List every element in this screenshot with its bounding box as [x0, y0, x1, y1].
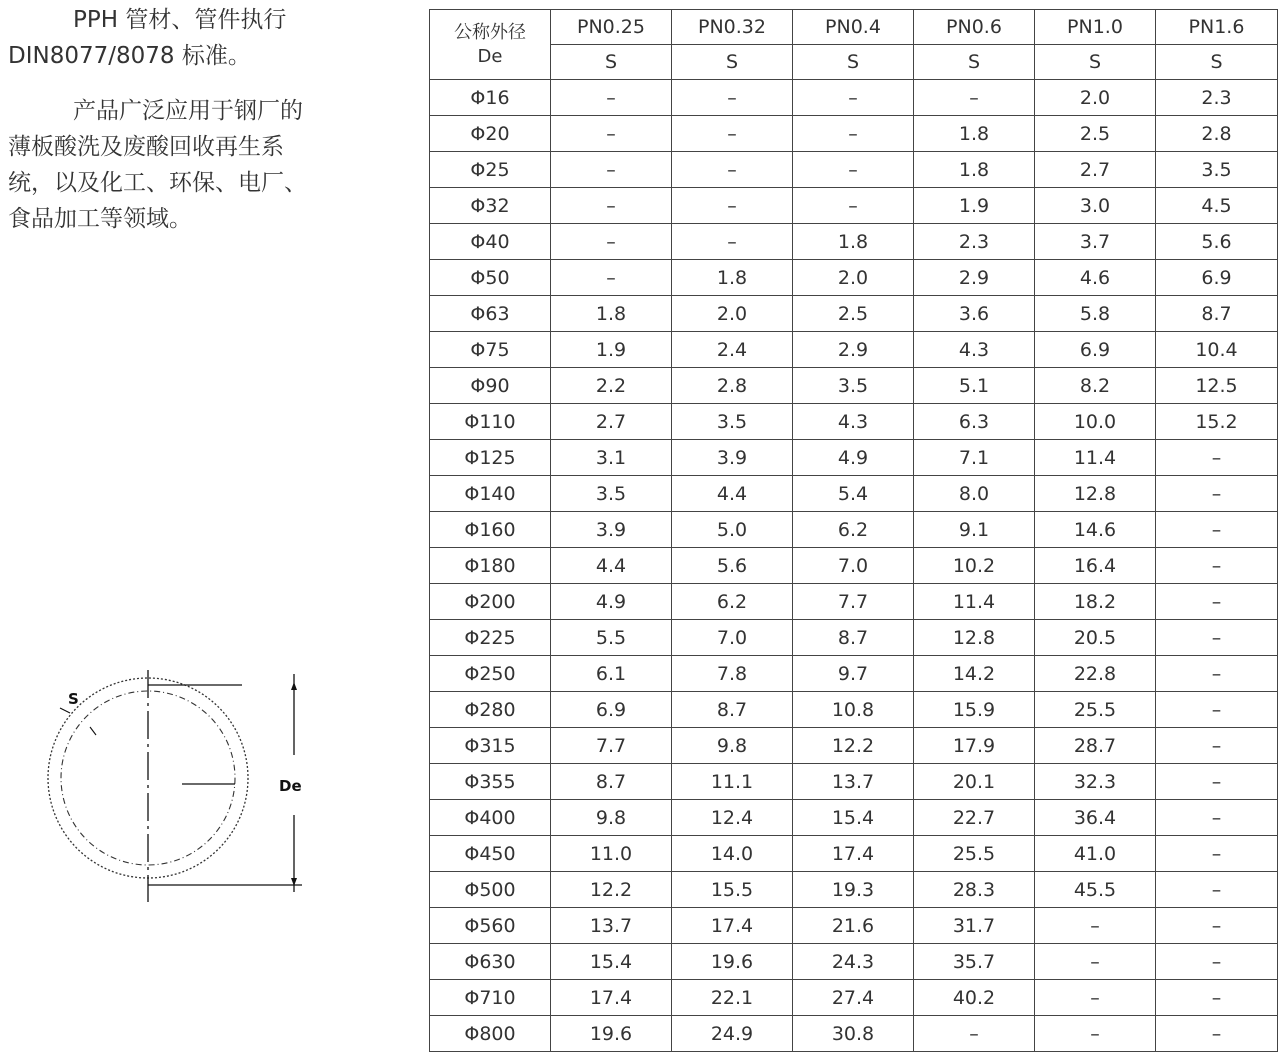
header-pressure-class: PN0.32 — [672, 10, 793, 45]
wall-thickness-cell: 7.0 — [793, 548, 914, 584]
header-pressure-class: PN0.4 — [793, 10, 914, 45]
wall-thickness-cell: 17.9 — [914, 728, 1035, 764]
wall-thickness-cell: 11.1 — [672, 764, 793, 800]
wall-thickness-cell: 24.9 — [672, 1016, 793, 1052]
wall-thickness-cell: 5.4 — [793, 476, 914, 512]
diameter-cell: Φ40 — [430, 224, 551, 260]
wall-thickness-cell: 28.3 — [914, 872, 1035, 908]
wall-thickness-cell: – — [551, 260, 672, 296]
wall-thickness-cell: 6.1 — [551, 656, 672, 692]
wall-thickness-cell: 2.8 — [1156, 116, 1278, 152]
wall-thickness-cell: 13.7 — [793, 764, 914, 800]
table-row — [430, 1016, 1278, 1052]
intro-paragraph-applications-cont — [8, 129, 368, 237]
table-row — [430, 728, 1278, 764]
wall-thickness-cell: – — [793, 152, 914, 188]
wall-thickness-cell: 15.4 — [551, 944, 672, 980]
wall-thickness-cell: 7.7 — [551, 728, 672, 764]
table-row — [430, 404, 1278, 440]
wall-thickness-cell: 8.7 — [1156, 296, 1278, 332]
wall-thickness-cell: – — [1035, 980, 1156, 1016]
wall-thickness-cell: 1.8 — [914, 152, 1035, 188]
wall-thickness-cell: 11.4 — [914, 584, 1035, 620]
header-wall-thickness: S — [672, 45, 793, 80]
header-nominal-diameter — [430, 10, 551, 80]
wall-thickness-cell: – — [1156, 908, 1278, 944]
wall-thickness-cell: 5.6 — [672, 548, 793, 584]
wall-thickness-cell: 4.9 — [551, 584, 672, 620]
wall-thickness-cell: 8.7 — [672, 692, 793, 728]
wall-thickness-cell: 36.4 — [1035, 800, 1156, 836]
wall-thickness-cell: 5.6 — [1156, 224, 1278, 260]
table-row — [430, 260, 1278, 296]
diameter-cell: Φ800 — [430, 1016, 551, 1052]
wall-thickness-cell: – — [1156, 728, 1278, 764]
wall-thickness-cell: 2.4 — [672, 332, 793, 368]
wall-thickness-cell: 12.2 — [793, 728, 914, 764]
wall-thickness-cell: – — [672, 80, 793, 116]
diameter-cell: Φ710 — [430, 980, 551, 1016]
wall-thickness-cell: 15.5 — [672, 872, 793, 908]
wall-thickness-cell: 10.8 — [793, 692, 914, 728]
diameter-cell: Φ280 — [430, 692, 551, 728]
wall-thickness-cell: 3.5 — [672, 404, 793, 440]
wall-thickness-cell: – — [672, 188, 793, 224]
header-nominal-diameter-unit: De — [477, 45, 503, 67]
wall-thickness-cell: 17.4 — [672, 908, 793, 944]
wall-thickness-cell: 31.7 — [914, 908, 1035, 944]
wall-thickness-cell: – — [1156, 440, 1278, 476]
diameter-cell: Φ63 — [430, 296, 551, 332]
wall-thickness-cell: – — [1156, 980, 1278, 1016]
wall-thickness-cell: 3.6 — [914, 296, 1035, 332]
wall-thickness-cell: 8.2 — [1035, 368, 1156, 404]
wall-thickness-cell: 3.5 — [551, 476, 672, 512]
wall-thickness-cell: 15.2 — [1156, 404, 1278, 440]
table-row — [430, 980, 1278, 1016]
wall-thickness-cell: 2.5 — [793, 296, 914, 332]
wall-thickness-cell: 35.7 — [914, 944, 1035, 980]
diameter-cell: Φ450 — [430, 836, 551, 872]
wall-thickness-cell: – — [1156, 584, 1278, 620]
wall-thickness-label: S — [68, 690, 79, 708]
header-wall-thickness: S — [1035, 45, 1156, 80]
header-pressure-class: PN1.6 — [1156, 10, 1278, 45]
wall-thickness-cell: 12.8 — [914, 620, 1035, 656]
wall-thickness-cell: – — [914, 1016, 1035, 1052]
wall-thickness-cell: 20.1 — [914, 764, 1035, 800]
intro-paragraph-applications — [8, 93, 368, 129]
wall-thickness-cell: 27.4 — [793, 980, 914, 1016]
wall-thickness-cell: 2.0 — [1035, 80, 1156, 116]
diameter-cell: Φ355 — [430, 764, 551, 800]
header-wall-thickness: S — [793, 45, 914, 80]
diameter-cell: Φ16 — [430, 80, 551, 116]
diameter-cell: Φ50 — [430, 260, 551, 296]
wall-thickness-cell: 9.1 — [914, 512, 1035, 548]
wall-thickness-cell: 4.4 — [672, 476, 793, 512]
wall-thickness-cell: 17.4 — [551, 980, 672, 1016]
wall-thickness-cell: 3.7 — [1035, 224, 1156, 260]
table-row — [430, 764, 1278, 800]
wall-thickness-cell: 8.7 — [551, 764, 672, 800]
wall-thickness-cell: – — [793, 188, 914, 224]
wall-thickness-cell: – — [1156, 1016, 1278, 1052]
wall-thickness-cell: 4.9 — [793, 440, 914, 476]
wall-thickness-arrow — [90, 727, 96, 735]
header-nominal-diameter-label: 公称外径 — [454, 21, 526, 43]
wall-thickness-cell: 4.3 — [793, 404, 914, 440]
wall-thickness-cell: – — [1156, 800, 1278, 836]
intro-line: 产品广泛应用于钢厂的 — [73, 98, 303, 124]
wall-thickness-cell: – — [1156, 512, 1278, 548]
wall-thickness-cell: 6.2 — [672, 584, 793, 620]
wall-thickness-cell: 14.2 — [914, 656, 1035, 692]
header-wall-thickness: S — [1156, 45, 1278, 80]
table-row — [430, 620, 1278, 656]
diameter-cell: Φ315 — [430, 728, 551, 764]
wall-thickness-cell: 25.5 — [1035, 692, 1156, 728]
diameter-cell: Φ20 — [430, 116, 551, 152]
wall-thickness-cell: 22.7 — [914, 800, 1035, 836]
wall-thickness-cell: – — [793, 80, 914, 116]
wall-thickness-cell: 21.6 — [793, 908, 914, 944]
wall-thickness-cell: 4.6 — [1035, 260, 1156, 296]
diameter-cell: Φ400 — [430, 800, 551, 836]
wall-thickness-cell: 3.1 — [551, 440, 672, 476]
wall-thickness-cell: 1.8 — [672, 260, 793, 296]
wall-thickness-cell: – — [672, 224, 793, 260]
table-row — [430, 332, 1278, 368]
wall-thickness-cell: 5.5 — [551, 620, 672, 656]
wall-thickness-cell: – — [1035, 908, 1156, 944]
wall-thickness-cell: 9.8 — [672, 728, 793, 764]
wall-thickness-cell: 4.3 — [914, 332, 1035, 368]
wall-thickness-cell: – — [793, 116, 914, 152]
wall-thickness-cell: – — [1035, 1016, 1156, 1052]
diameter-cell: Φ200 — [430, 584, 551, 620]
table-subheader-row — [430, 45, 1278, 80]
wall-thickness-cell: – — [1156, 944, 1278, 980]
intro-paragraph-standard — [8, 2, 368, 38]
header-wall-thickness: S — [914, 45, 1035, 80]
table-row — [430, 692, 1278, 728]
table-row — [430, 368, 1278, 404]
wall-thickness-cell: 4.4 — [551, 548, 672, 584]
wall-thickness-cell: 30.8 — [793, 1016, 914, 1052]
diameter-cell: Φ250 — [430, 656, 551, 692]
wall-thickness-table — [429, 9, 1278, 1052]
diameter-cell: Φ75 — [430, 332, 551, 368]
wall-thickness-cell: 2.0 — [672, 296, 793, 332]
wall-thickness-cell: 1.8 — [793, 224, 914, 260]
wall-thickness-cell: 3.0 — [1035, 188, 1156, 224]
wall-thickness-cell: 6.9 — [1156, 260, 1278, 296]
table-row — [430, 440, 1278, 476]
intro-line: DIN8077/8078 标准。 — [8, 43, 251, 69]
wall-thickness-cell: 20.5 — [1035, 620, 1156, 656]
table-row — [430, 800, 1278, 836]
wall-thickness-cell: – — [551, 80, 672, 116]
wall-thickness-cell: – — [1156, 836, 1278, 872]
wall-thickness-cell: 17.4 — [793, 836, 914, 872]
wall-thickness-cell: – — [1156, 548, 1278, 584]
diameter-cell: Φ560 — [430, 908, 551, 944]
table-row — [430, 908, 1278, 944]
wall-thickness-cell: 6.2 — [793, 512, 914, 548]
header-pressure-class: PN1.0 — [1035, 10, 1156, 45]
wall-thickness-cell: 5.0 — [672, 512, 793, 548]
table-row — [430, 512, 1278, 548]
wall-thickness-cell: 3.5 — [1156, 152, 1278, 188]
wall-thickness-cell: – — [672, 152, 793, 188]
header-wall-thickness: S — [551, 45, 672, 80]
intro-line: PPH 管材、管件执行 — [73, 7, 287, 33]
wall-thickness-cell: 2.8 — [672, 368, 793, 404]
wall-thickness-cell: 6.9 — [551, 692, 672, 728]
diameter-cell: Φ630 — [430, 944, 551, 980]
wall-thickness-cell: 32.3 — [1035, 764, 1156, 800]
table-row — [430, 188, 1278, 224]
wall-thickness-cell: – — [1156, 476, 1278, 512]
wall-thickness-cell: 45.5 — [1035, 872, 1156, 908]
wall-thickness-cell: 1.8 — [551, 296, 672, 332]
table-row — [430, 80, 1278, 116]
wall-thickness-cell: 19.6 — [551, 1016, 672, 1052]
wall-thickness-cell: 5.1 — [914, 368, 1035, 404]
wall-thickness-cell: 3.9 — [551, 512, 672, 548]
intro-text — [8, 0, 368, 237]
wall-thickness-cell: 1.8 — [914, 116, 1035, 152]
diameter-cell: Φ32 — [430, 188, 551, 224]
wall-thickness-cell: 2.7 — [551, 404, 672, 440]
wall-thickness-cell: 13.7 — [551, 908, 672, 944]
wall-thickness-cell: 7.7 — [793, 584, 914, 620]
wall-thickness-cell: 8.0 — [914, 476, 1035, 512]
wall-thickness-cell: 9.7 — [793, 656, 914, 692]
wall-thickness-cell: – — [672, 116, 793, 152]
wall-thickness-cell: 12.5 — [1156, 368, 1278, 404]
wall-thickness-cell: 2.2 — [551, 368, 672, 404]
wall-thickness-cell: 2.3 — [914, 224, 1035, 260]
wall-thickness-cell: – — [1035, 944, 1156, 980]
wall-thickness-cell: 15.4 — [793, 800, 914, 836]
wall-thickness-cell: 10.4 — [1156, 332, 1278, 368]
pipe-cross-section-diagram — [30, 660, 330, 910]
wall-thickness-cell: – — [551, 116, 672, 152]
intro-line: 统，以及化工、环保、电厂、 — [8, 170, 307, 196]
table-row — [430, 224, 1278, 260]
wall-thickness-cell: 28.7 — [1035, 728, 1156, 764]
wall-thickness-cell: 2.0 — [793, 260, 914, 296]
wall-thickness-cell: 4.5 — [1156, 188, 1278, 224]
table-header-row — [430, 10, 1278, 45]
wall-thickness-cell: 19.6 — [672, 944, 793, 980]
dimension-arrow-top — [291, 682, 297, 690]
table-row — [430, 584, 1278, 620]
intro-line: 食品加工等领域。 — [8, 206, 192, 232]
header-pressure-class: PN0.25 — [551, 10, 672, 45]
wall-thickness-cell: 1.9 — [914, 188, 1035, 224]
wall-thickness-cell: 12.4 — [672, 800, 793, 836]
wall-thickness-cell: – — [914, 80, 1035, 116]
wall-thickness-cell: 25.5 — [914, 836, 1035, 872]
table-row — [430, 116, 1278, 152]
wall-thickness-cell: 1.9 — [551, 332, 672, 368]
diameter-cell: Φ90 — [430, 368, 551, 404]
wall-thickness-cell: 15.9 — [914, 692, 1035, 728]
table-row — [430, 656, 1278, 692]
wall-thickness-cell: 41.0 — [1035, 836, 1156, 872]
wall-thickness-cell: 22.1 — [672, 980, 793, 1016]
wall-thickness-cell: – — [1156, 764, 1278, 800]
wall-thickness-cell: 7.1 — [914, 440, 1035, 476]
diameter-cell: Φ500 — [430, 872, 551, 908]
table-row — [430, 152, 1278, 188]
wall-thickness-cell: 2.9 — [914, 260, 1035, 296]
diameter-cell: Φ140 — [430, 476, 551, 512]
wall-thickness-cell: 9.8 — [551, 800, 672, 836]
wall-thickness-cell: 2.7 — [1035, 152, 1156, 188]
wall-thickness-cell: 14.6 — [1035, 512, 1156, 548]
diameter-cell: Φ225 — [430, 620, 551, 656]
diameter-cell: Φ25 — [430, 152, 551, 188]
wall-thickness-cell: 3.9 — [672, 440, 793, 476]
wall-thickness-cell: 40.2 — [914, 980, 1035, 1016]
table-row — [430, 944, 1278, 980]
wall-thickness-cell: 11.4 — [1035, 440, 1156, 476]
table-row — [430, 836, 1278, 872]
wall-thickness-cell: 24.3 — [793, 944, 914, 980]
wall-thickness-cell: 8.7 — [793, 620, 914, 656]
diameter-cell: Φ125 — [430, 440, 551, 476]
wall-thickness-cell: – — [1156, 692, 1278, 728]
wall-thickness-cell: 19.3 — [793, 872, 914, 908]
wall-thickness-cell: 7.8 — [672, 656, 793, 692]
diameter-cell: Φ180 — [430, 548, 551, 584]
wall-thickness-cell: 6.9 — [1035, 332, 1156, 368]
wall-thickness-cell: – — [551, 152, 672, 188]
wall-thickness-cell: 18.2 — [1035, 584, 1156, 620]
wall-thickness-cell: 2.5 — [1035, 116, 1156, 152]
wall-thickness-pointer — [60, 708, 70, 713]
wall-thickness-cell: 11.0 — [551, 836, 672, 872]
wall-thickness-cell: 2.3 — [1156, 80, 1278, 116]
header-pressure-class: PN0.6 — [914, 10, 1035, 45]
wall-thickness-cell: 12.2 — [551, 872, 672, 908]
wall-thickness-cell: 22.8 — [1035, 656, 1156, 692]
wall-thickness-cell: 14.0 — [672, 836, 793, 872]
table-row — [430, 476, 1278, 512]
wall-thickness-cell: 5.8 — [1035, 296, 1156, 332]
wall-thickness-cell: 16.4 — [1035, 548, 1156, 584]
wall-thickness-cell: – — [1156, 620, 1278, 656]
wall-thickness-cell: 12.8 — [1035, 476, 1156, 512]
wall-thickness-cell: – — [551, 224, 672, 260]
intro-line: 薄板酸洗及废酸回收再生系 — [8, 134, 284, 160]
wall-thickness-cell: 10.2 — [914, 548, 1035, 584]
table-row — [430, 872, 1278, 908]
intro-paragraph-standard-cont — [8, 38, 368, 74]
table-row — [430, 296, 1278, 332]
wall-thickness-cell: 10.0 — [1035, 404, 1156, 440]
wall-thickness-cell: – — [551, 188, 672, 224]
wall-thickness-cell: 6.3 — [914, 404, 1035, 440]
diameter-cell: Φ110 — [430, 404, 551, 440]
diameter-cell: Φ160 — [430, 512, 551, 548]
diameter-label: De — [279, 777, 302, 795]
table-row — [430, 548, 1278, 584]
wall-thickness-cell: – — [1156, 872, 1278, 908]
wall-thickness-cell: 3.5 — [793, 368, 914, 404]
wall-thickness-cell: 7.0 — [672, 620, 793, 656]
wall-thickness-cell: 2.9 — [793, 332, 914, 368]
wall-thickness-cell: – — [1156, 656, 1278, 692]
